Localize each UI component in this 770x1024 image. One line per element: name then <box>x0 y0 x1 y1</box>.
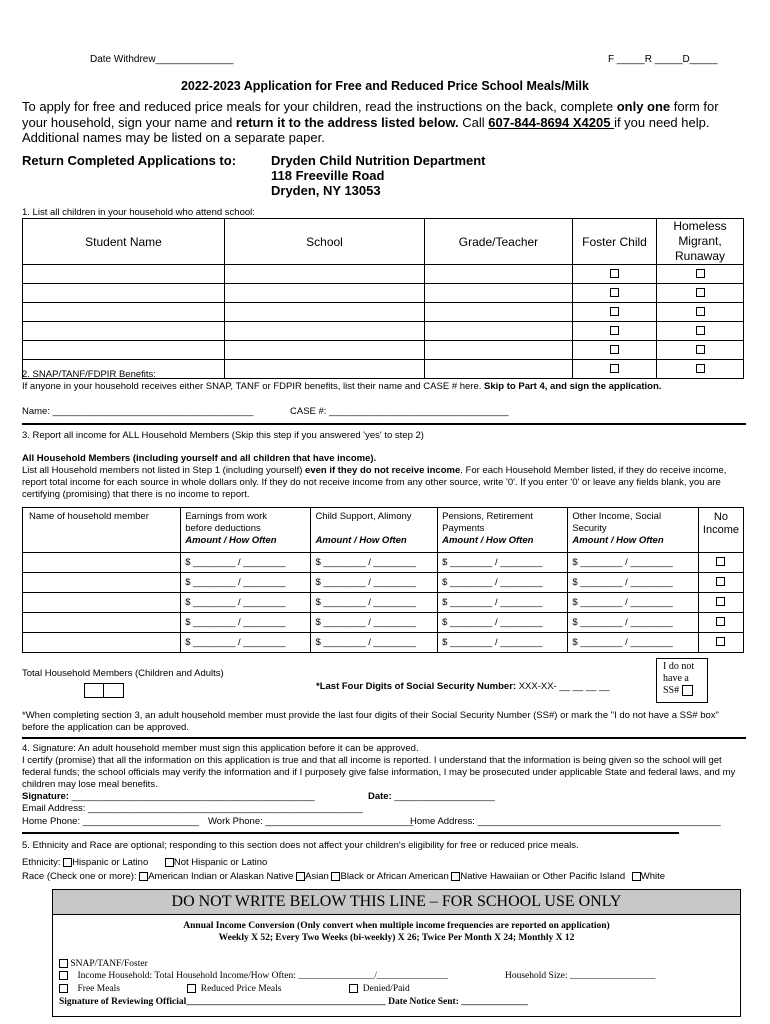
home-address-field[interactable]: Home Address: ______________________________________________ <box>410 816 721 827</box>
step4-label: 4. Signature: An adult household member must sign this application before it can be approved. <box>22 743 419 754</box>
race-row: Race (Check one or more): American Indian or Alaskan Native Asian Black or African American Native Hawaiian or Other Pacific Island White <box>22 871 666 882</box>
step1-label: 1. List all children in your household who attend school: <box>22 207 255 218</box>
divider <box>22 832 679 834</box>
conversion-line-1: Annual Income Conversion (Only convert when multiple income frequencies are reported on application) <box>183 921 610 931</box>
table-row <box>23 322 744 341</box>
work-phone-field[interactable]: Work Phone: ____________________________ <box>208 816 414 827</box>
table-row <box>23 265 744 284</box>
homeless-checkbox[interactable] <box>696 326 705 335</box>
no-ssn-checkbox[interactable] <box>682 685 693 696</box>
no-income-checkbox[interactable] <box>716 557 725 566</box>
office-reduced-checkbox[interactable] <box>187 984 196 993</box>
table-row: $ ________ / ________ $ ________ / ________ $ ________ / ________ $ ________ / ________ <box>23 633 744 653</box>
col-member-name: Name of household member <box>23 508 181 553</box>
hispanic-checkbox[interactable] <box>63 858 72 867</box>
household-size-field[interactable]: Household Size: __________________ <box>505 971 656 981</box>
office-free-row: Free Meals <box>59 983 120 995</box>
office-reduced-row: Reduced Price Meals <box>187 983 281 995</box>
col-other-income: Other Income, Social Security Amount / How Often <box>568 508 699 553</box>
table-row: $ ________ / ________ $ ________ / ________ $ ________ / ________ $ ________ / ________ <box>23 553 744 573</box>
homeless-checkbox[interactable] <box>696 269 705 278</box>
step2-text: If anyone in your household receives either SNAP, TANF or FDPIR benefits, list their name and CASE # here. Skip to Part 4, and sign the application. <box>22 381 662 392</box>
return-label: Return Completed Applications to: <box>22 153 237 168</box>
office-income-checkbox[interactable] <box>59 971 68 980</box>
table-row <box>23 284 744 303</box>
col-grade-teacher: Grade/Teacher <box>425 219 573 265</box>
table-row: $ ________ / ________ $ ________ / ________ $ ________ / ________ $ ________ / ________ <box>23 593 744 613</box>
step3-label: 3. Report all income for ALL Household Members (Skip this step if you answered 'yes' to step 2) <box>22 430 424 441</box>
help-phone: 607-844-8694 X4205 <box>488 114 615 130</box>
no-income-checkbox[interactable] <box>716 637 725 646</box>
office-snap-checkbox[interactable] <box>59 959 68 968</box>
race-native-american-checkbox[interactable] <box>139 872 148 881</box>
signature-field[interactable]: Signature: ______________________________________________ <box>22 791 315 802</box>
ssn-field[interactable]: *Last Four Digits of Social Security Number: XXX-XX- __ __ __ __ <box>316 681 610 692</box>
certify-text: I certify (promise) that all the information on this application is true and that all income is reported. I understand that the information is being given so the school will get federal funds; the school officials may verify the information and if I purposely give false information, I may be prosecuted under applicable State and federal laws, and my children may lose meal benefits. <box>22 755 736 790</box>
total-members-label: Total Household Members (Children and Adults) <box>22 668 224 679</box>
step2-label: 2. SNAP/TANF/FDPIR Benefits: <box>22 369 156 380</box>
divider <box>22 423 746 425</box>
date-field[interactable]: Date: ___________________ <box>368 791 495 802</box>
children-table <box>22 218 744 379</box>
office-use-banner: DO NOT WRITE BELOW THIS LINE – FOR SCHOOL USE ONLY <box>53 890 740 915</box>
foster-checkbox[interactable] <box>610 288 619 297</box>
income-table <box>22 507 744 653</box>
office-income-row: Income Household: Total Household Income/How Often: ________________/_______________ <box>59 970 448 982</box>
col-student-name: Student Name <box>23 219 225 265</box>
race-white-checkbox[interactable] <box>632 872 641 881</box>
col-pensions: Pensions, Retirement Payments Amount / How Often <box>438 508 568 553</box>
total-members-field[interactable] <box>84 683 124 698</box>
foster-checkbox[interactable] <box>610 326 619 335</box>
office-snap-row: SNAP/TANF/Foster <box>59 958 148 970</box>
ssn-note: *When completing section 3, an adult household member must provide the last four digits of their Social Security Number (SS#) or mark the "I do not have a SS# box" before the application can be approved. <box>22 710 719 733</box>
office-free-checkbox[interactable] <box>59 984 68 993</box>
foster-checkbox[interactable] <box>610 345 619 354</box>
col-earnings: Earnings from work before deductions Amount / How Often <box>181 508 311 553</box>
col-child-support: Child Support, Alimony Amount / How Often <box>311 508 438 553</box>
table-row <box>23 303 744 322</box>
homeless-checkbox[interactable] <box>696 345 705 354</box>
email-field[interactable]: Email Address: ____________________________________________________ <box>22 803 363 814</box>
step5-label: 5. Ethnicity and Race are optional; responding to this section does not affect your children's eligibility for free or reduced price meals. <box>22 840 579 851</box>
home-phone-field[interactable]: Home Phone: ______________________ <box>22 816 199 827</box>
conversion-line-2: Weekly X 52; Every Two Weeks (bi-weekly) X 26; Twice Per Month X 24; Monthly X 12 <box>218 933 575 943</box>
homeless-checkbox[interactable] <box>696 364 705 373</box>
office-denied-checkbox[interactable] <box>349 984 358 993</box>
case-number-field[interactable]: CASE #: __________________________________ <box>290 406 509 417</box>
divider <box>22 737 746 739</box>
page-title: 2022-2023 Application for Free and Reduced Price School Meals/Milk <box>180 79 589 93</box>
frd-codes: F _____R _____D_____ <box>608 54 718 65</box>
no-income-checkbox[interactable] <box>716 597 725 606</box>
race-asian-checkbox[interactable] <box>296 872 305 881</box>
table-row: $ ________ / ________ $ ________ / ________ $ ________ / ________ $ ________ / ________ <box>23 573 744 593</box>
table-row <box>23 341 744 360</box>
not-hispanic-checkbox[interactable] <box>165 858 174 867</box>
homeless-checkbox[interactable] <box>696 307 705 316</box>
reviewing-official-row[interactable]: Signature of Reviewing Official__________________________________________ Date Notice Sent: ______________ <box>59 997 528 1007</box>
foster-checkbox[interactable] <box>610 307 619 316</box>
foster-checkbox[interactable] <box>610 269 619 278</box>
intro-paragraph: To apply for free and reduced price meals for your children, read the instructions on the back, complete only one form for your household, sign your name and return it to the address listed below. Call 607-844-8694 X4205 if you need help. Additional names may be listed on a separate paper. <box>22 99 719 145</box>
no-ssn-box: I do not have a SS# <box>656 658 708 703</box>
step3-instructions: List all Household members not listed in Step 1 (including yourself) even if they do not receive income. For each Household Member listed, if they do receive income, report total income for each source in whole dollars only. If they do not receive income from any other source, write '0'. If you enter '0' or leave any fields blank, you are certifying (promising) that there is no income to report. <box>22 465 727 500</box>
ethnicity-row: Ethnicity: Hispanic or Latino Not Hispanic or Latino <box>22 857 268 868</box>
step3-bold-head: All Household Members (including yourself and all children that have income). <box>22 453 377 464</box>
date-withdrew: Date Withdrew______________ <box>90 54 234 65</box>
table-row: $ ________ / ________ $ ________ / ________ $ ________ / ________ $ ________ / ________ <box>23 613 744 633</box>
snap-name-field[interactable]: Name: ______________________________________ <box>22 406 254 417</box>
col-homeless: Homeless Migrant, Runaway <box>657 219 744 265</box>
col-no-income: No Income <box>698 508 743 553</box>
no-income-checkbox[interactable] <box>716 577 725 586</box>
return-address: Dryden Child Nutrition Department 118 Freeville Road Dryden, NY 13053 <box>271 153 486 198</box>
office-use-box <box>52 889 741 1017</box>
col-foster-child: Foster Child <box>573 219 657 265</box>
no-income-checkbox[interactable] <box>716 617 725 626</box>
office-denied-row: Denied/Paid <box>349 983 410 995</box>
col-school: School <box>225 219 425 265</box>
foster-checkbox[interactable] <box>610 364 619 373</box>
homeless-checkbox[interactable] <box>696 288 705 297</box>
